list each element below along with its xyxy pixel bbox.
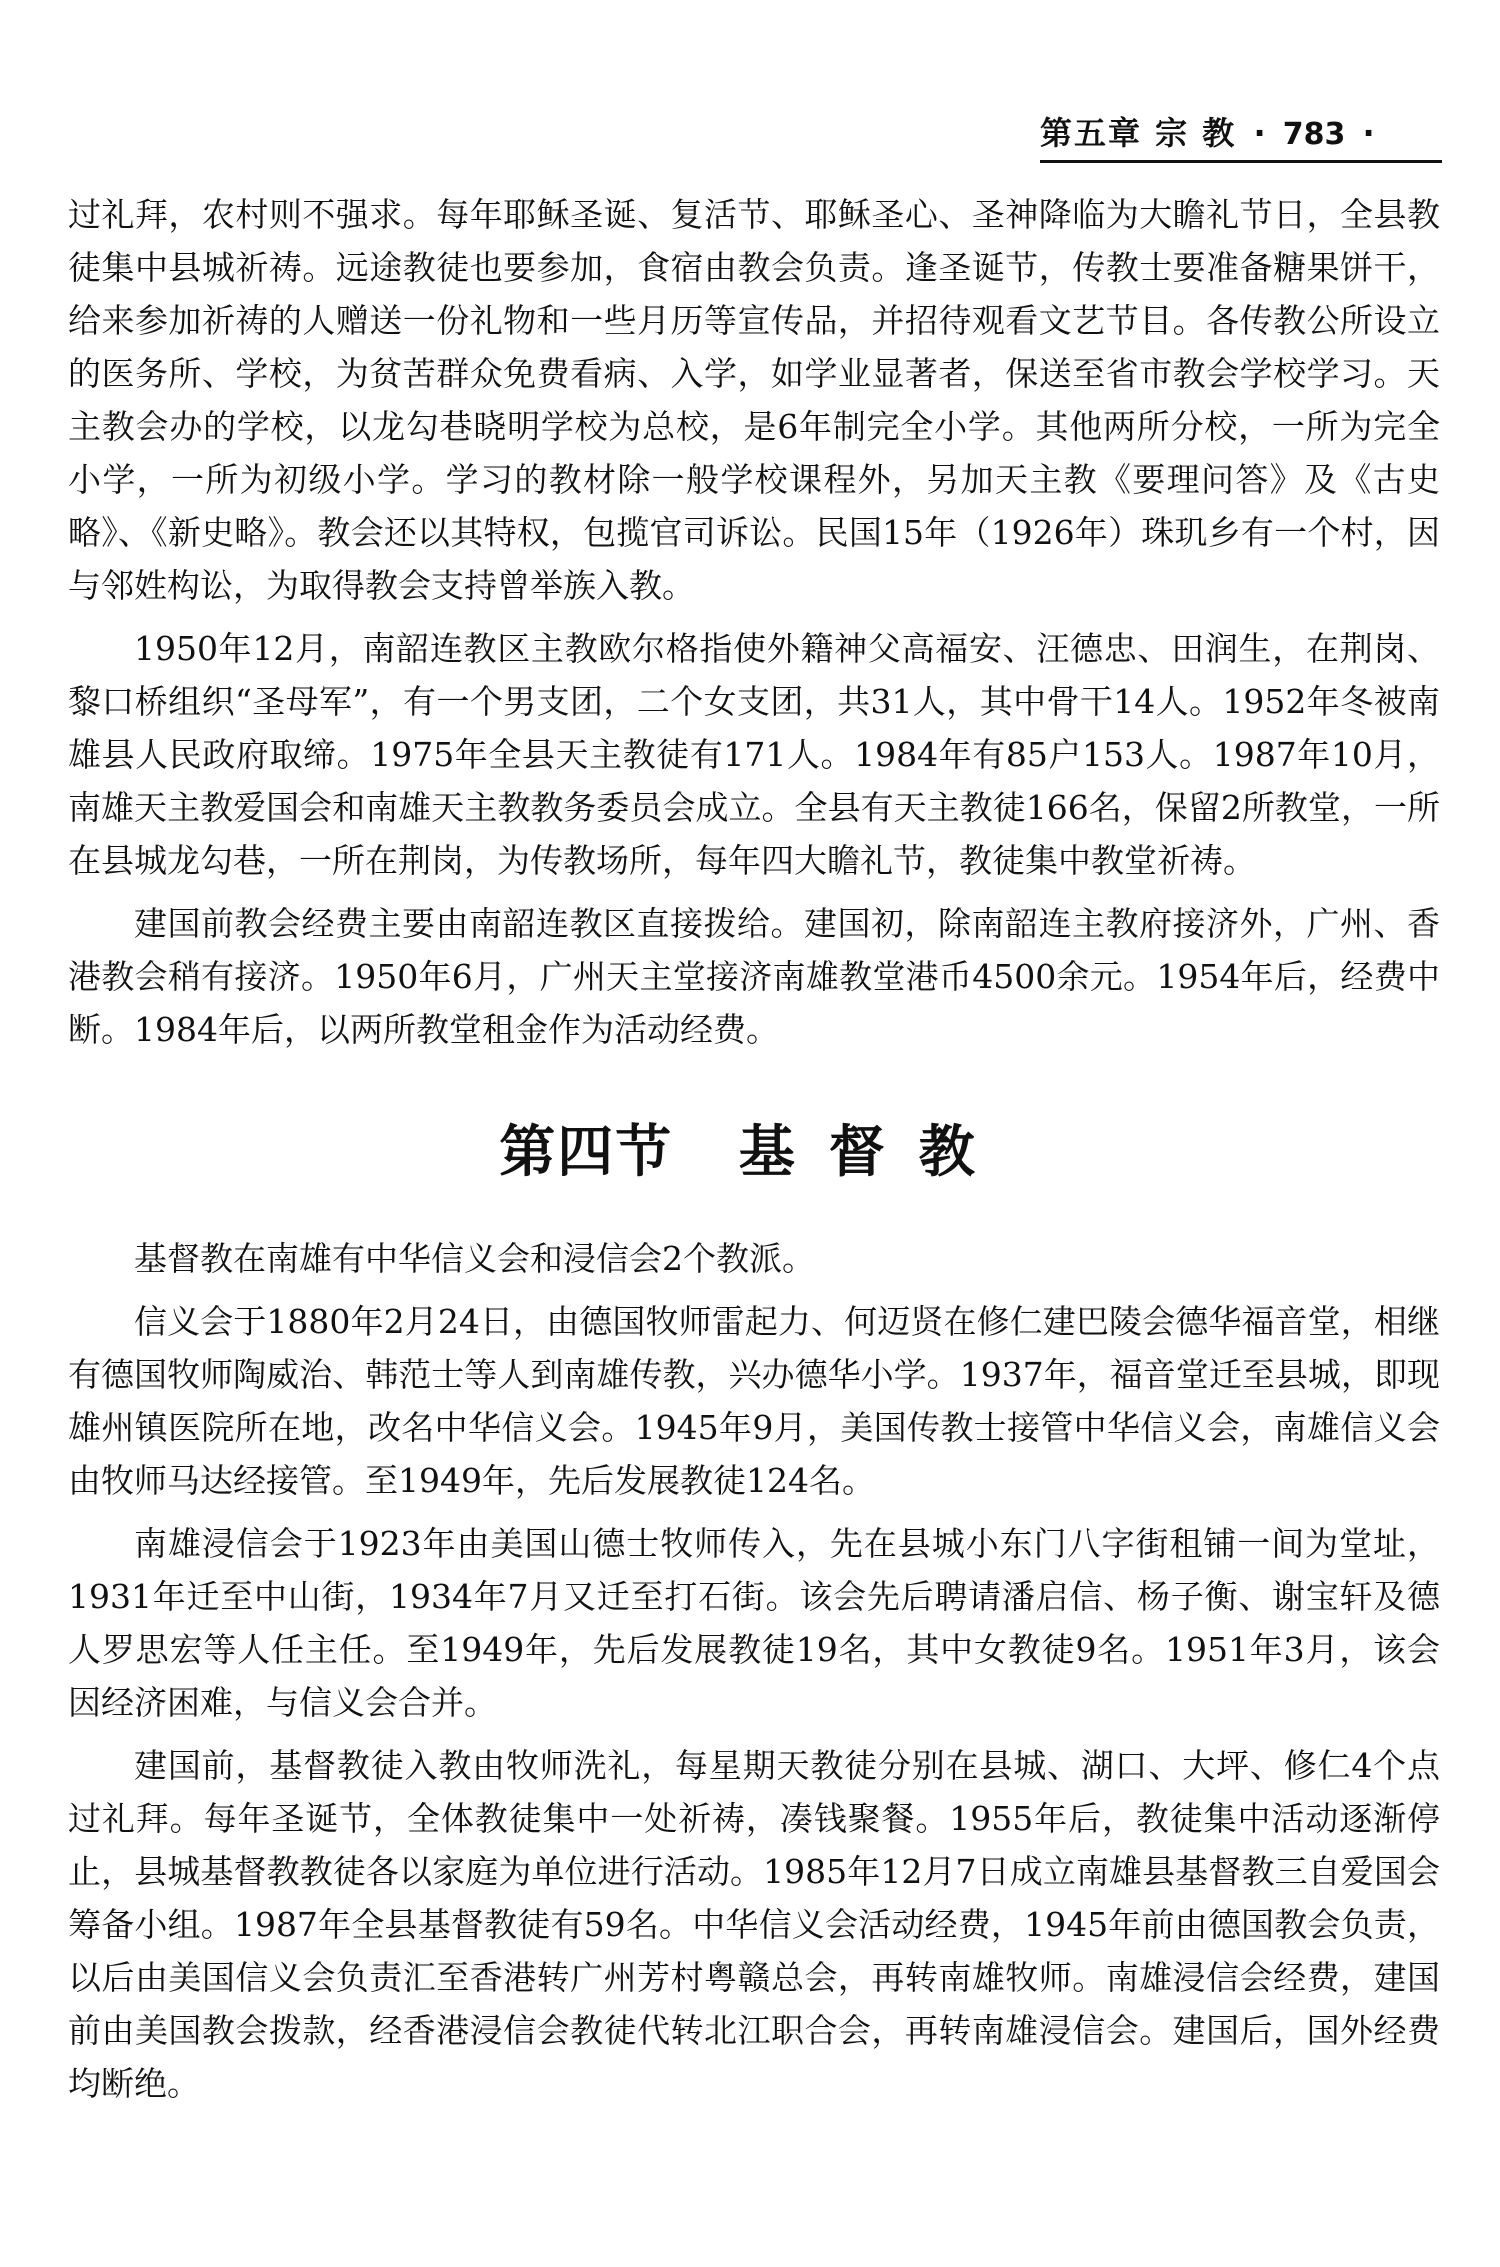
header-rule [1040, 160, 1442, 163]
chapter-title: 第五章 宗 教 [1040, 114, 1237, 152]
paragraph: 1950年12月，南韶连教区主教欧尔格指使外籍神父高福安、汪德忠、田润生，在荆岗、黎口桥组织“圣母军”，有一个男支团，二个女支团，共31人，其中骨干14人。1952年冬被南雄县人民政府取缔。1975年全县天主教徒有171人。1984年有85户153人。1987年10月，南雄天主教爱国会和南雄天主教教务委员会成立。全县有天主教徒166名，保留2所教堂，一所在县城龙勾巷，一所在荆岗，为传教场所，每年四大瞻礼节，教徒集中教堂祈祷。 [68, 629, 1440, 880]
paragraph: 建国前，基督教徒入教由牧师洗礼，每星期天教徒分别在县城、湖口、大坪、修仁4个点过礼拜。每年圣诞节，全体教徒集中一处祈祷，凑钱聚餐。1955年后，教徒集中活动逐渐停止，县城基督教教徒各以家庭为单位进行活动。1985年12月7日成立南雄县基督教三自爱国会筹备小组。1987年全县基督教徒有59名。中华信义会活动经费，1945年前由德国教会负责，以后由美国信义会负责汇至香港转广州芳村粤赣总会，再转南雄牧师。南雄浸信会经费，建国前由美国教会拨款，经香港浸信会教徒代转北江职合会，再转南雄浸信会。建国后，国外经费均断绝。 [68, 1746, 1440, 2103]
paragraph: 基督教在南雄有中华信义会和浸信会2个教派。 [134, 1239, 815, 1278]
paragraph-continued: 过礼拜，农村则不强求。每年耶稣圣诞、复活节、耶稣圣心、圣神降临为大瞻礼节日，全县教徒集中县城祈祷。远途教徒也要参加，食宿由教会负责。逢圣诞节，传教士要准备糖果饼干，给来参加祈祷的人赠送一份礼物和一些月历等宣传品，并招待观看文艺节目。各传教公所设立的医务所、学校，为贫苦群众免费看病、入学，如学业显著者，保送至省市教会学校学习。天主教会办的学校，以龙勾巷晓明学校为总校，是6年制完全小学。其他两所分校，一所为完全小学，一所为初级小学。学习的教材除一般学校课程外，另加天主教《要理问答》及《古史略》、《新史略》。教会还以其特权，包揽官司诉讼。民国15年（1926年）珠玑乡有一个村，因与邻姓构讼，为取得教会支持曾举族入教。 [68, 195, 1440, 605]
section-name: 基督教 [738, 1119, 1009, 1185]
section-label: 第四节 [499, 1119, 674, 1185]
paragraph: 南雄浸信会于1923年由美国山德士牧师传入，先在县城小东门八字街租铺一间为堂址，1931年迁至中山街，1934年7月又迁至打石街。该会先后聘请潘启信、杨子衡、谢宝轩及德人罗思宏等人任主任。至1949年，先后发展教徒19名，其中女教徒9名。1951年3月，该会因经济困难，与信义会合并。 [68, 1524, 1440, 1722]
page-body [68, 188, 1440, 2218]
paragraph: 信义会于1880年2月24日，由德国牧师雷起力、何迈贤在修仁建巴陵会德华福音堂，相继有德国牧师陶威治、韩范士等人到南雄传教，兴办德华小学。1937年，福音堂迁至县城，即现雄州镇医院所在地，改名中华信义会。1945年9月，美国传教士接管中华信义会，南雄信义会由牧师马达经接管。至1949年，先后发展教徒124名。 [68, 1302, 1440, 1500]
paragraph: 建国前教会经费主要由南韶连教区直接拨给。建国初，除南韶连主教府接济外，广州、香港教会稍有接济。1950年6月，广州天主堂接济南雄教堂港币4500余元。1954年后，经费中断。1984年后，以两所教堂租金作为活动经费。 [68, 904, 1440, 1049]
section-heading [68, 1108, 1440, 1188]
header-separator: · [1253, 114, 1266, 152]
page-number: 783 [1282, 117, 1346, 152]
header-trailing-dot: · [1362, 114, 1375, 152]
